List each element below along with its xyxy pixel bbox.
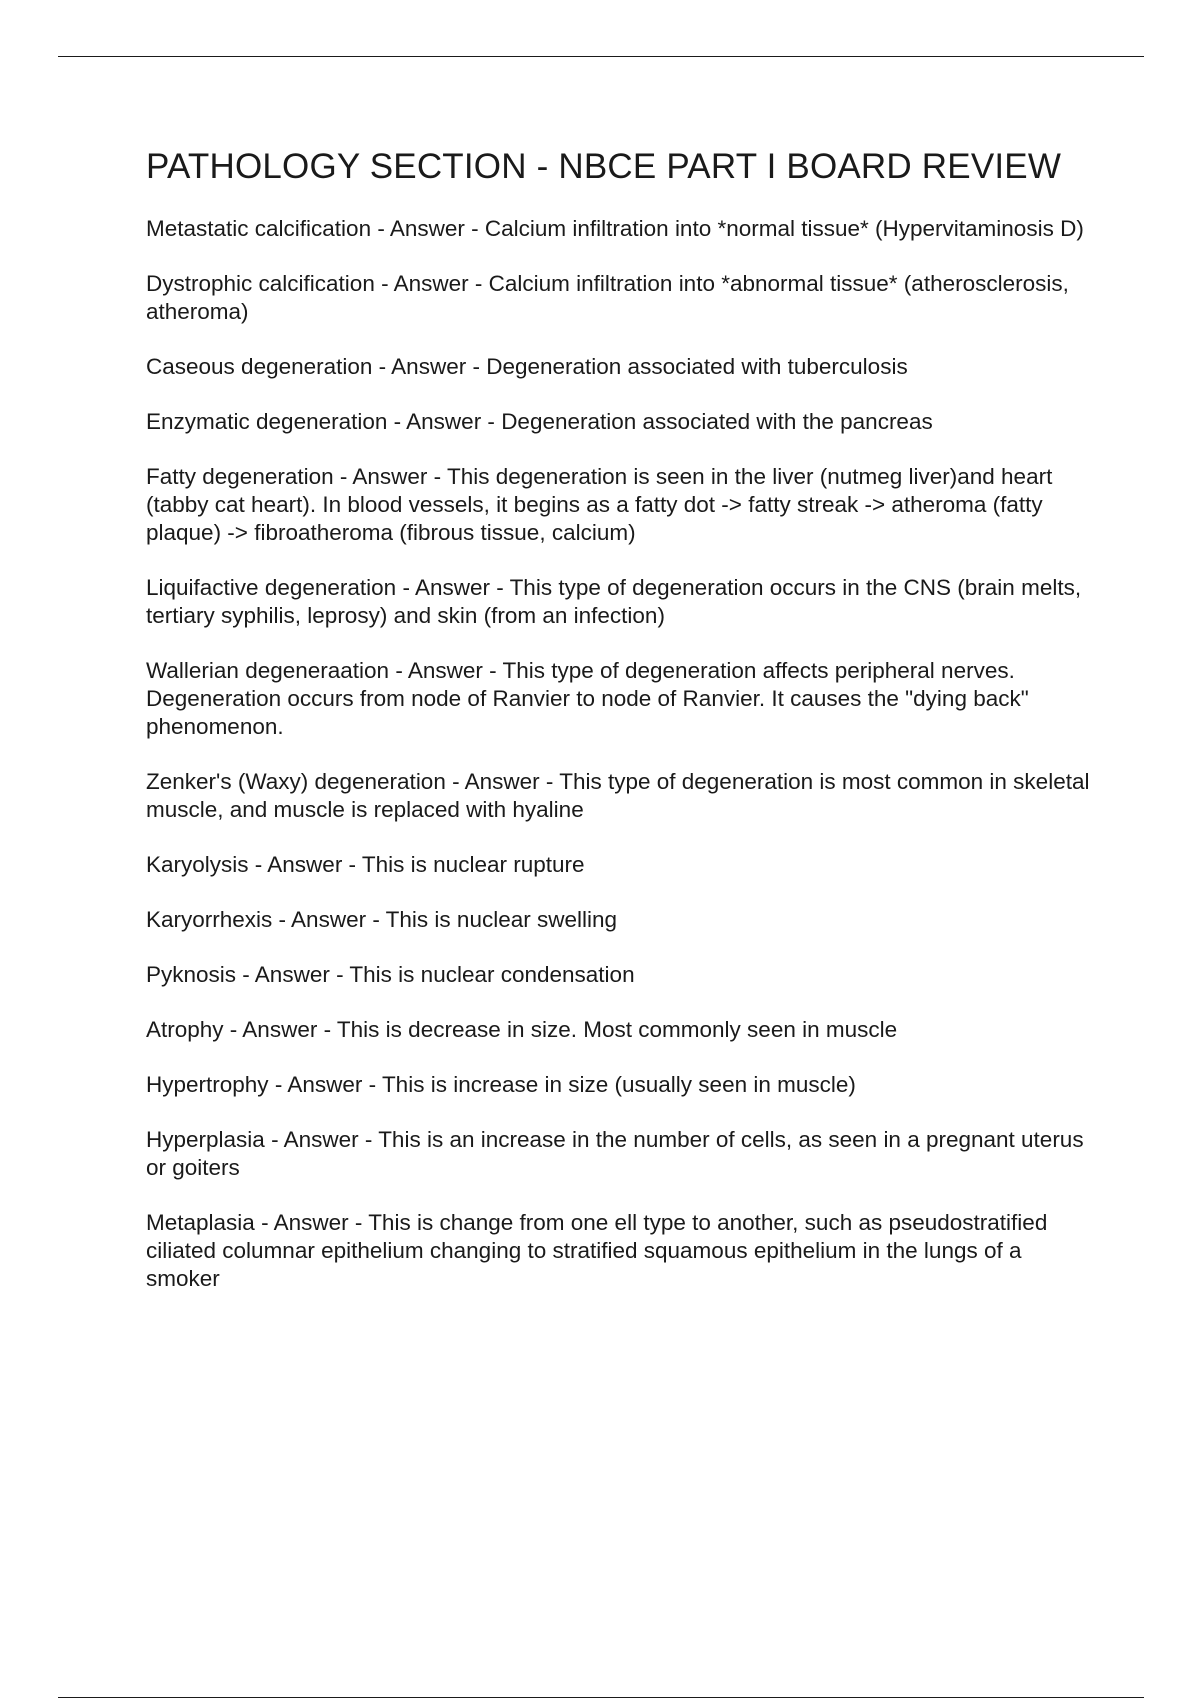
qa-entry: [146, 961, 1096, 989]
qa-term: Zenker's (Waxy) degeneration: [146, 769, 446, 794]
qa-term: Hyperplasia: [146, 1127, 265, 1152]
qa-separator: - Answer -: [248, 852, 362, 877]
qa-answer: Calcium infiltration into *abnormal tissue* (atherosclerosis, atheroma): [146, 271, 1069, 324]
qa-list: [146, 215, 1096, 1293]
document-body: [146, 146, 1096, 1320]
qa-term: Pyknosis: [146, 962, 237, 987]
qa-separator: - Answer -: [268, 1072, 382, 1097]
qa-separator: - Answer -: [333, 464, 447, 489]
qa-answer: This is an increase in the number of cells, as seen in a pregnant uterus or goiters: [146, 1127, 1084, 1180]
qa-term: Dystrophic calcification: [146, 271, 375, 296]
qa-term: Wallerian degeneraation: [146, 658, 390, 683]
qa-answer: This type of degeneration is most common in skeletal muscle, and muscle is replaced with hyaline: [146, 769, 1090, 822]
qa-separator: - Answer -: [236, 962, 350, 987]
qa-separator: - Answer -: [264, 1127, 379, 1152]
qa-term: Metaplasia: [146, 1210, 255, 1235]
qa-term: Enzymatic degeneration: [146, 409, 388, 434]
qa-entry: [146, 851, 1096, 879]
qa-answer: This is nuclear condensation: [349, 962, 635, 987]
qa-entry: [146, 1071, 1096, 1099]
qa-separator: - Answer -: [272, 907, 386, 932]
qa-entry: [146, 408, 1096, 436]
qa-entry: [146, 1016, 1096, 1044]
qa-separator: - Answer -: [374, 271, 489, 296]
qa-term: Atrophy: [146, 1017, 224, 1042]
qa-term: Metastatic calcification: [146, 216, 372, 241]
qa-answer: This is nuclear rupture: [361, 852, 585, 877]
qa-answer: This is change from one ell type to another, such as pseudostratified ciliated columnar epithelium changing to stratified squamous epithelium in the lungs of a smoker: [146, 1210, 1048, 1291]
qa-answer: This is increase in size (usually seen in muscle): [381, 1072, 856, 1097]
qa-term: Fatty degeneration: [146, 464, 334, 489]
qa-entry: [146, 906, 1096, 934]
qa-entry: [146, 270, 1096, 326]
qa-answer: This degeneration is seen in the liver (nutmeg liver)and heart (tabby cat heart). In blood vessels, it begins as a fatty dot -> fatty streak -> atheroma (fatty plaque) -> fibroatheroma (fibrous tissue, calcium): [146, 464, 1053, 545]
qa-answer: Degeneration associated with tuberculosis: [486, 354, 908, 379]
qa-term: Liquifactive degeneration: [146, 575, 397, 600]
qa-separator: - Answer -: [254, 1210, 369, 1235]
qa-entry: [146, 1209, 1096, 1293]
qa-term: Hypertrophy: [146, 1072, 269, 1097]
qa-term: Karyolysis: [146, 852, 249, 877]
qa-separator: - Answer -: [223, 1017, 337, 1042]
footer-rule: [58, 1697, 1144, 1698]
qa-separator: - Answer -: [389, 658, 503, 683]
qa-answer: This is nuclear swelling: [385, 907, 618, 932]
qa-term: Karyorrhexis: [146, 907, 273, 932]
qa-entry: [146, 574, 1096, 630]
qa-separator: - Answer -: [445, 769, 560, 794]
qa-separator: - Answer -: [371, 216, 485, 241]
page-title: PATHOLOGY SECTION - NBCE PART I BOARD REVIEW: [146, 147, 1062, 186]
qa-answer: This type of degeneration occurs in the CNS (brain melts, tertiary syphilis, leprosy) and skin (from an infection): [146, 575, 1082, 628]
qa-separator: - Answer -: [372, 354, 487, 379]
qa-answer: Calcium infiltration into *normal tissue* (Hypervitaminosis D): [484, 216, 1084, 241]
qa-answer: This type of degeneration affects peripheral nerves. Degeneration occurs from node of Ranvier to node of Ranvier. It causes the "dying back" phenomenon.: [146, 658, 1029, 739]
qa-term: Caseous degeneration: [146, 354, 373, 379]
qa-entry: [146, 215, 1096, 243]
header-rule: [58, 56, 1144, 57]
qa-entry: [146, 768, 1096, 824]
qa-answer: This is decrease in size. Most commonly seen in muscle: [336, 1017, 898, 1042]
qa-entry: [146, 657, 1096, 741]
qa-entry: [146, 1126, 1096, 1182]
qa-separator: - Answer -: [387, 409, 502, 434]
qa-separator: - Answer -: [396, 575, 510, 600]
qa-answer: Degeneration associated with the pancreas: [501, 409, 933, 434]
qa-entry: [146, 353, 1096, 381]
qa-entry: [146, 463, 1096, 547]
